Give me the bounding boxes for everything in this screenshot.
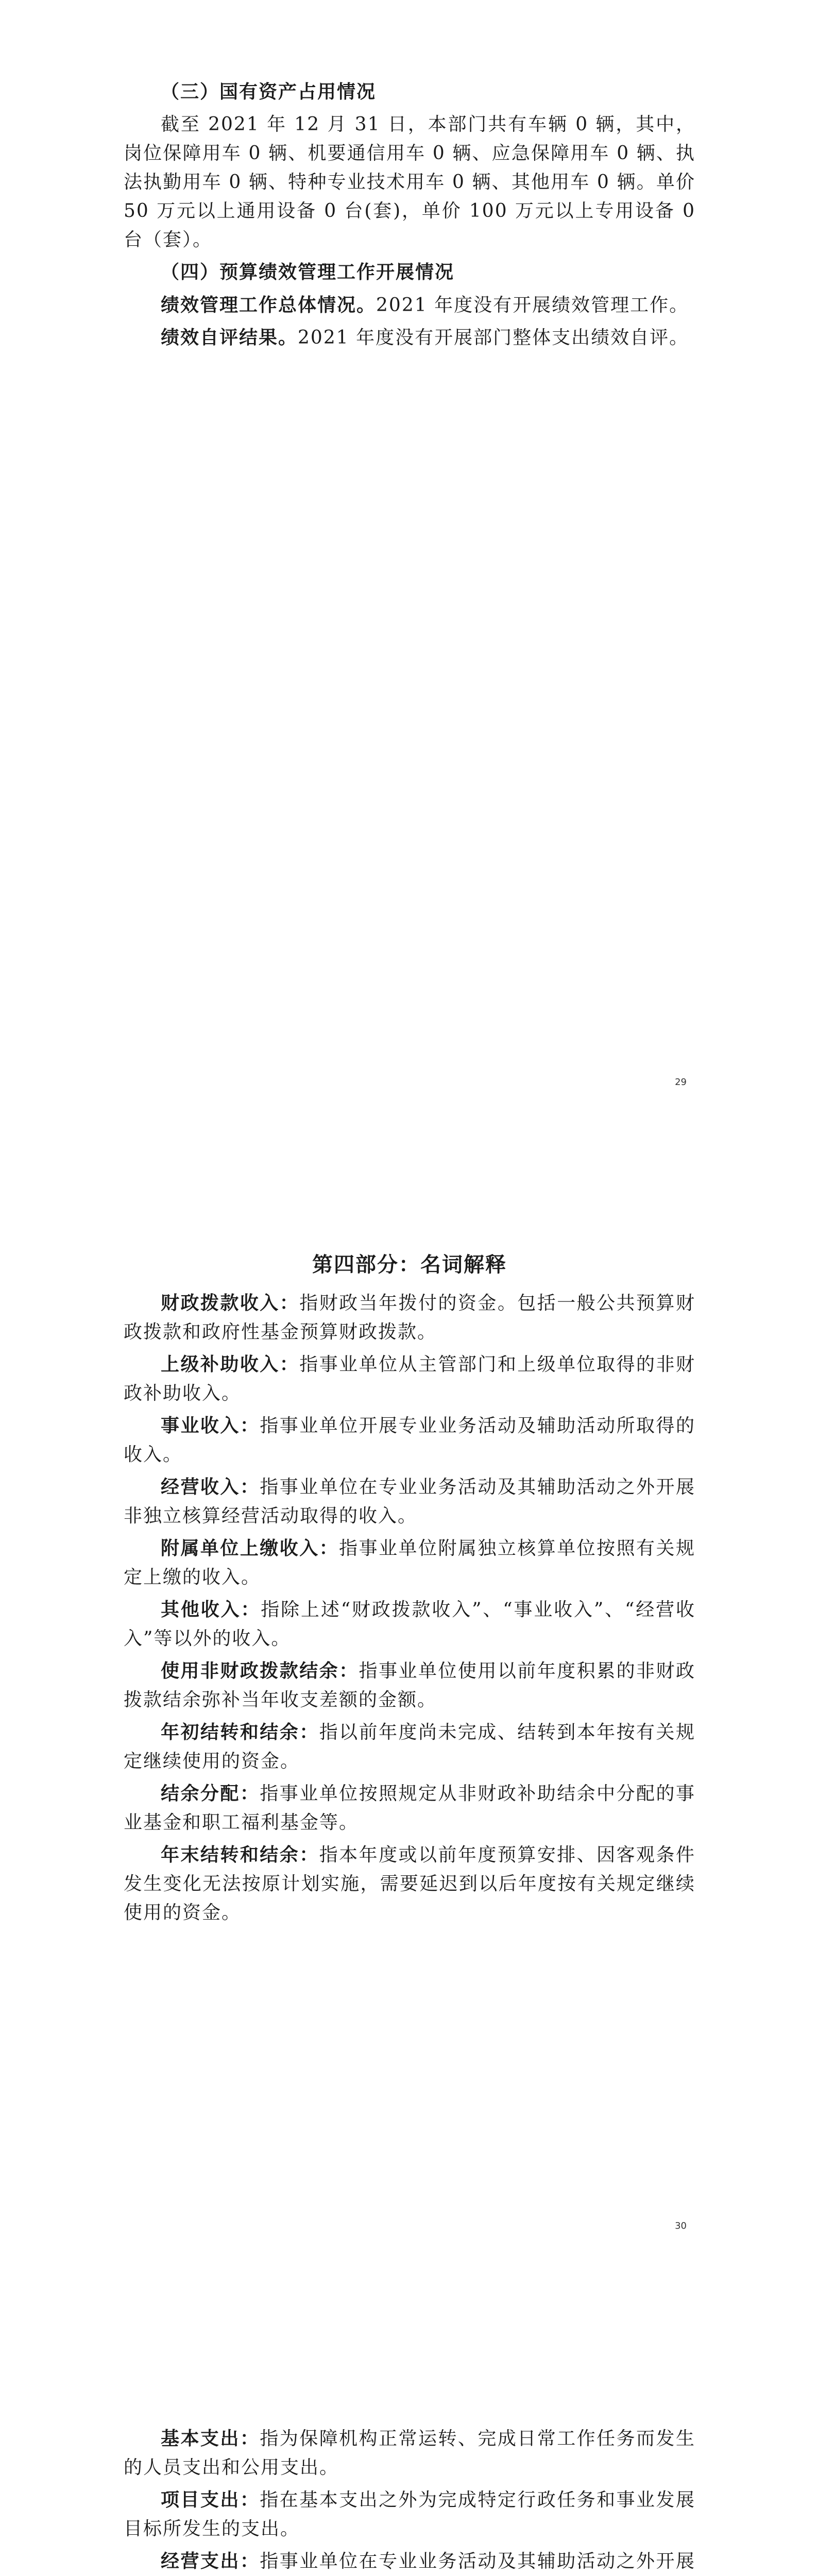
page-number: 29 — [675, 1077, 687, 1088]
section-heading-performance-management: （四）预算绩效管理工作开展情况 — [161, 261, 455, 283]
term-definition: 指为保障机构正常运转、完成日常工作任务而发生的人员支出和公用支出。 — [124, 2428, 695, 2478]
term-label: 使用非财政拨款结余： — [161, 1660, 359, 1682]
term-definition: 指财政当年拨付的资金。包括一般公共预算财政拨款和政府性基金预算财政拨款。 — [124, 1293, 695, 1343]
term-label: 绩效自评结果。 — [161, 327, 298, 348]
glossary-item — [124, 1289, 695, 1347]
term-definition: 指事业单位按照规定从非财政补助结余中分配的事业基金和职工福利基金等。 — [124, 1783, 695, 1833]
term-label: 年末结转和结余： — [161, 1844, 319, 1866]
part-title-glossary: 第四部分：名词解释 — [312, 1252, 507, 1277]
term-label: 事业收入： — [161, 1415, 260, 1436]
document-page-29 — [0, 0, 818, 1157]
glossary-item — [124, 1472, 695, 1531]
document-page-30 — [0, 1157, 818, 2313]
glossary-item — [124, 1350, 695, 1408]
document-page-31 — [0, 2313, 818, 2576]
glossary-item — [124, 1718, 695, 1776]
term-label: 上级补助收入： — [161, 1353, 300, 1375]
term-label: 附属单位上缴收入： — [161, 1537, 339, 1559]
term-label: 项目支出： — [161, 2489, 260, 2511]
term-definition: 指事业单位附属独立核算单位按照有关规定上缴的收入。 — [124, 1538, 695, 1588]
term-definition: 指本年度或以前年度预算安排、因客观条件发生变化无法按原计划实施，需要延迟到以后年度按有关规定继续使用的资金。 — [124, 1844, 695, 1923]
term-definition: 2021 年度没有开展绩效管理工作。 — [376, 295, 689, 316]
term-definition: 指事业单位在专业业务活动及其辅助活动之外开展 — [260, 2551, 695, 2572]
term-definition: 指在基本支出之外为完成特定行政任务和事业发展目标所发生的支出。 — [124, 2489, 695, 2539]
glossary-item — [124, 1840, 695, 1927]
glossary-item — [124, 1595, 695, 1653]
term-label: 财政拨款收入： — [161, 1292, 300, 1314]
term-definition: 指事业单位在专业业务活动及其辅助活动之外开展非独立核算经营活动取得的收入。 — [124, 1477, 695, 1527]
term-label: 年初结转和结余： — [161, 1721, 319, 1743]
page-number: 30 — [675, 2221, 687, 2231]
page-content — [124, 1249, 695, 1930]
term-definition: 指以前年度尚未完成、结转到本年按有关规定继续使用的资金。 — [124, 1722, 695, 1772]
term-label: 基本支出： — [161, 2428, 260, 2449]
glossary-item — [124, 2424, 695, 2482]
term-label: 其他收入： — [161, 1599, 261, 1620]
glossary-item — [124, 1411, 695, 1469]
section-heading-state-assets: （三）国有资产占用情况 — [161, 81, 377, 103]
term-label: 经营支出： — [161, 2550, 260, 2572]
page-content — [124, 2424, 695, 2576]
term-definition: 指事业单位开展专业业务活动及辅助活动所取得的收入。 — [124, 1415, 695, 1465]
glossary-item — [124, 1656, 695, 1715]
term-definition: 2021 年度没有开展部门整体支出绩效自评。 — [298, 327, 689, 348]
term-label: 绩效管理工作总体情况。 — [161, 294, 377, 316]
paragraph-self-evaluation — [124, 323, 695, 352]
paragraph-vehicles-assets: 截至 2021 年 12 月 31 日，本部门共有车辆 0 辆，其中，岗位保障用车 0 辆、机要通信用车 0 辆、应急保障用车 0 辆、执法执勤用车 0 辆、特种专业技术用车 0 辆、其他用车 0 辆。单价 50 万元以上通用设备 0 台(套)，单价 100 万元以上专用设备 0 台（套）。 — [124, 114, 695, 250]
term-label: 结余分配： — [161, 1783, 260, 1804]
glossary-item — [124, 1534, 695, 1592]
term-definition: 指除上述“财政拨款收入”、“事业收入”、“经营收入”等以外的收入。 — [124, 1599, 695, 1649]
page-content — [124, 77, 695, 355]
glossary-item — [124, 1779, 695, 1837]
term-label: 经营收入： — [161, 1476, 260, 1498]
term-definition: 指事业单位从主管部门和上级单位取得的非财政补助收入。 — [124, 1354, 695, 1404]
term-definition: 指事业单位使用以前年度积累的非财政拨款结余弥补当年收支差额的金额。 — [124, 1660, 695, 1710]
glossary-item — [124, 2547, 695, 2576]
paragraph-performance-overview — [124, 291, 695, 320]
glossary-item — [124, 2485, 695, 2544]
